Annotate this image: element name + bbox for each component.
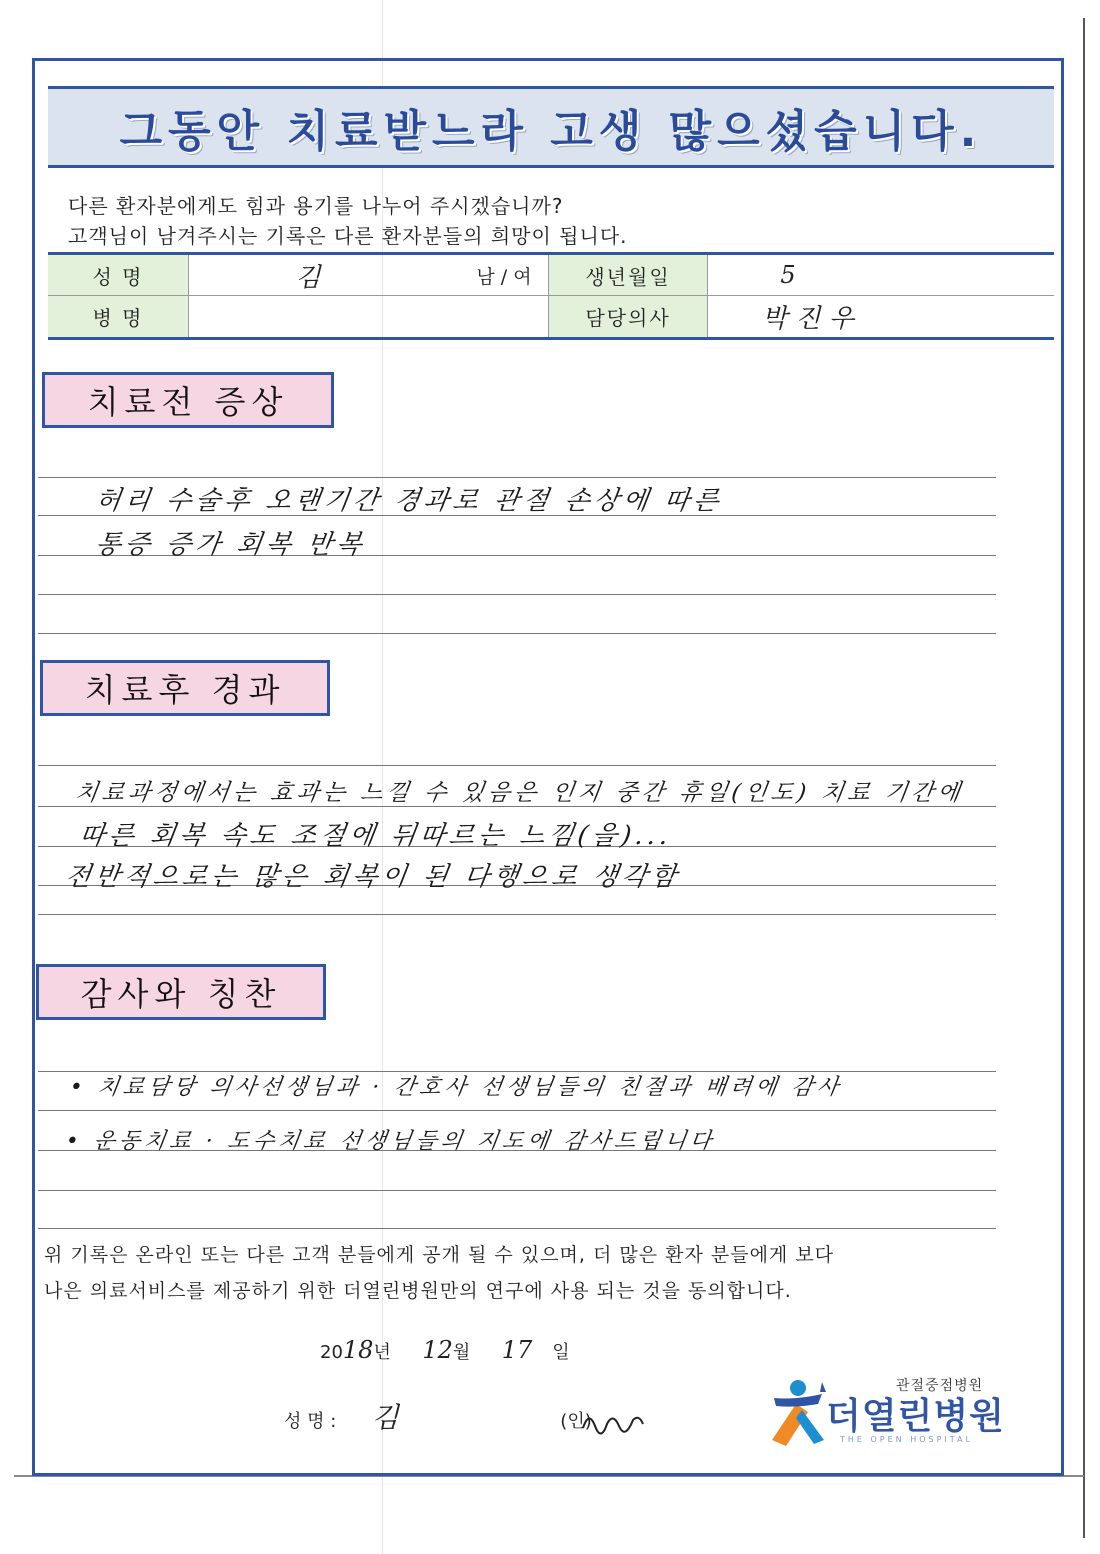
thanks-line-1[interactable]: • 치료담당 의사선생님과 · 간호사 선생님들의 친절과 배려에 감사 xyxy=(67,1075,844,1100)
section-thanks-label: 감사와 칭찬 xyxy=(36,964,326,1020)
date-line xyxy=(320,1336,570,1364)
page-title: 그동안 치료받느라 고생 많으셨습니다. xyxy=(119,106,983,157)
doctor-label: 담당의사 xyxy=(549,296,707,337)
date-month[interactable]: 12 xyxy=(422,1336,453,1364)
title-banner xyxy=(48,86,1054,168)
disease-value[interactable] xyxy=(228,296,528,337)
name-value[interactable]: 김 xyxy=(295,262,321,293)
logo-name: 더열린병원 xyxy=(826,1396,1005,1437)
section-before-label: 치료전 증상 xyxy=(42,372,334,428)
intro-line-2: 고객님이 남겨주시는 기록은 다른 환자분들의 희망이 됩니다. xyxy=(68,224,628,248)
after-line-1[interactable]: 치료과정에서는 효과는 느낄 수 있음은 인지 중간 휴일(인도) 치료 기간에 xyxy=(73,780,966,806)
date-prefix: 20 xyxy=(320,1342,343,1363)
intro-line-1: 다른 환자분에게도 힘과 용기를 나누어 주시겠습니까? xyxy=(68,194,564,218)
date-day[interactable]: 17 xyxy=(501,1336,533,1364)
before-line-1[interactable]: 허리 수술후 오랜기간 경과로 관절 손상에 따른 xyxy=(93,486,725,516)
handwritten-signature-mark xyxy=(581,1408,645,1436)
date-year[interactable]: 18 xyxy=(342,1336,374,1364)
disease-label: 병 명 xyxy=(48,296,188,337)
after-line-2[interactable]: 따른 회복 속도 조절에 뒤따르는 느낌(을)... xyxy=(77,821,675,851)
gender-select[interactable]: 남 / 여 xyxy=(476,265,532,288)
date-month-unit: 월 xyxy=(452,1342,471,1363)
logo-english: THE OPEN HOSPITAL xyxy=(840,1435,973,1444)
signature-seal: (인) xyxy=(560,1411,592,1432)
consent-line-1: 위 기록은 온라인 또는 다른 고객 분들에게 공개 될 수 있으며, 더 많은 환자 분들에게 보다 xyxy=(44,1244,835,1266)
thanks-line-2[interactable]: • 운동치료 · 도수치료 선생님들의 지도에 감사드립니다 xyxy=(63,1129,717,1154)
after-line-3[interactable]: 전반적으로는 많은 회복이 된 다행으로 생각함 xyxy=(63,862,683,892)
logo-subtitle: 관절중점병원 xyxy=(896,1378,984,1394)
name-label: 성 명 xyxy=(48,255,188,295)
signature-name[interactable]: 김 xyxy=(371,1401,399,1434)
date-year-unit: 년 xyxy=(373,1342,391,1363)
dob-value[interactable]: 5 xyxy=(780,261,796,289)
signature-label: 성 명 : xyxy=(284,1411,337,1432)
date-day-unit: 일 xyxy=(552,1342,570,1363)
section-after-label: 치료후 경과 xyxy=(40,660,330,716)
dob-label: 생년월일 xyxy=(549,255,707,295)
scan-edge-right xyxy=(1083,18,1085,1538)
doctor-value[interactable]: 박 진 우 xyxy=(762,304,854,334)
signature-line xyxy=(284,1396,645,1436)
consent-line-2: 나은 의료서비스를 제공하기 위한 더열린병원만의 연구에 사용 되는 것을 동의합니다. xyxy=(44,1280,792,1302)
before-line-2[interactable]: 통증 증가 회복 반복 xyxy=(93,530,368,560)
patient-info-table xyxy=(48,252,1054,340)
